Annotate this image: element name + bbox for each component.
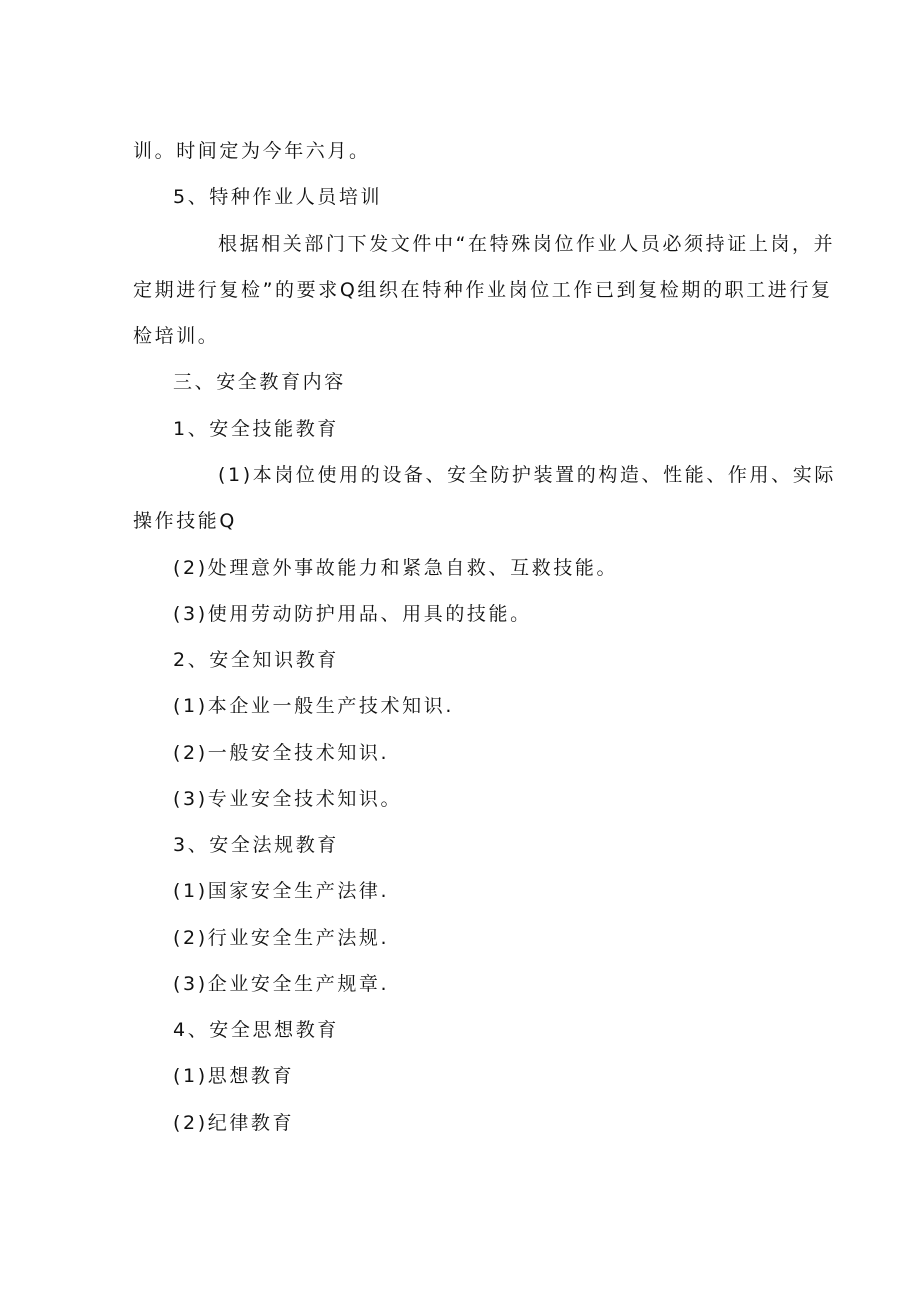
paragraph-continuation: 训。时间定为今年六月。 <box>133 140 371 162</box>
section-heading-safety-skills: 1、安全技能教育 <box>173 418 339 440</box>
list-item: (3)企业安全生产规章. <box>173 973 390 995</box>
list-item: (1)思想教育 <box>173 1065 295 1087</box>
paragraph-line: 检培训。 <box>133 325 220 347</box>
list-item: (2)行业安全生产法规. <box>173 927 390 949</box>
list-item: (3)使用劳动防护用品、用具的技能。 <box>173 603 532 625</box>
list-item: (3)专业安全技术知识。 <box>173 788 403 810</box>
paragraph-line: 根据相关部门下发文件中“在特殊岗位作业人员必须持证上岗，并 <box>218 233 836 255</box>
section-heading-safety-regulations: 3、安全法规教育 <box>173 834 339 856</box>
section-heading-safety-ideology: 4、安全思想教育 <box>173 1019 339 1041</box>
paragraph-line: 定期进行复检”的要求Q组织在特种作业岗位工作已到复检期的职工进行复 <box>133 279 833 301</box>
list-item: (1)本企业一般生产技术知识. <box>173 695 454 717</box>
chapter-heading-safety-education-content: 三、安全教育内容 <box>173 371 346 393</box>
list-item: (2)一般安全技术知识. <box>173 742 390 764</box>
list-item: (2)处理意外事故能力和紧急自救、互救技能。 <box>173 557 619 579</box>
list-item: (2)纪律教育 <box>173 1112 295 1134</box>
section-heading-special-operations-training: 5、特种作业人员培训 <box>173 186 383 208</box>
list-item: (1)国家安全生产法律. <box>173 880 390 902</box>
list-item-continuation: 操作技能Q <box>133 510 237 532</box>
list-item: (1)本岗位使用的设备、安全防护装置的构造、性能、作用、实际 <box>218 464 836 486</box>
section-heading-safety-knowledge: 2、安全知识教育 <box>173 649 339 671</box>
